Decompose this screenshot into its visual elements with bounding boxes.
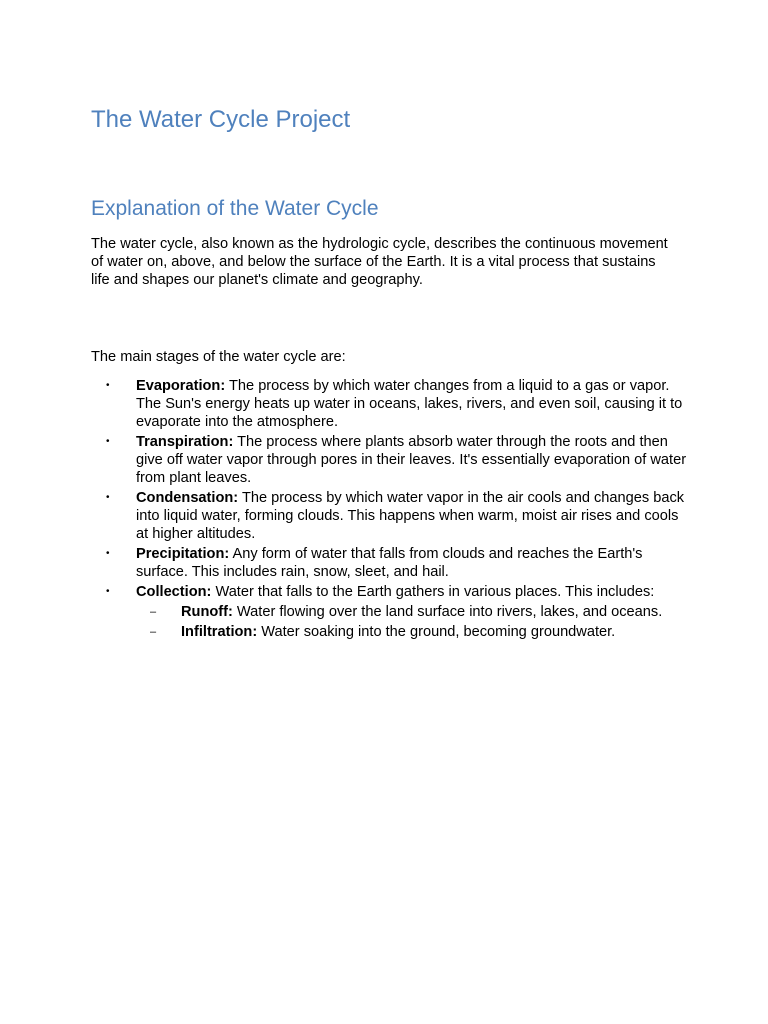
bullet-icon: • bbox=[106, 380, 110, 391]
stage-item-precipitation bbox=[91, 545, 691, 581]
stage-description: Any form of water that falls from clouds and reaches the Earth's surface. This includes rain, snow, sleet, and hail. bbox=[136, 546, 643, 580]
subitem-term: Infiltration: bbox=[181, 624, 258, 640]
stage-term: Transpiration: bbox=[136, 434, 234, 450]
bullet-icon: • bbox=[106, 586, 110, 597]
stages-lead-text: The main stages of the water cycle are: bbox=[91, 349, 346, 365]
subitem-runoff bbox=[136, 603, 691, 621]
stage-description: Water that falls to the Earth gathers in various places. This includes: bbox=[211, 584, 655, 600]
document-title: The Water Cycle Project bbox=[91, 106, 351, 133]
stage-term: Collection: bbox=[136, 584, 212, 600]
subitem-description: Water soaking into the ground, becoming groundwater. bbox=[257, 624, 616, 640]
stage-item-evaporation bbox=[91, 377, 691, 431]
stage-description: The process by which water changes from a liquid to a gas or vapor. The Sun's energy heats up water in oceans, lakes, rivers, and even soil, causing it to evaporate into the atmosphere. bbox=[136, 378, 683, 430]
stages-list bbox=[91, 377, 691, 643]
stage-item-transpiration bbox=[91, 433, 691, 487]
dash-icon: – bbox=[150, 606, 157, 618]
subitem-infiltration bbox=[136, 623, 691, 641]
stage-item-collection bbox=[91, 583, 691, 641]
stage-term: Precipitation: bbox=[136, 546, 230, 562]
bullet-icon: • bbox=[106, 492, 110, 503]
stage-term: Condensation: bbox=[136, 490, 239, 506]
intro-paragraph: The water cycle, also known as the hydrologic cycle, describes the continuous movement of water on, above, and below the surface of the Earth. It is a vital process that sustains life and shapes our planet's climate and geography. bbox=[91, 236, 668, 288]
stage-item-condensation bbox=[91, 489, 691, 543]
section-heading: Explanation of the Water Cycle bbox=[91, 197, 379, 220]
collection-sublist bbox=[136, 603, 691, 641]
subitem-term: Runoff: bbox=[181, 604, 233, 620]
stage-description: The process where plants absorb water through the roots and then give off water vapor through pores in their leaves. It's essentially evaporation of water from plant leaves. bbox=[136, 434, 687, 486]
subitem-description: Water flowing over the land surface into rivers, lakes, and oceans. bbox=[232, 604, 663, 620]
stage-term: Evaporation: bbox=[136, 378, 226, 394]
bullet-icon: • bbox=[106, 436, 110, 447]
stage-description: The process by which water vapor in the air cools and changes back into liquid water, forming clouds. This happens when warm, moist air rises and cools at higher altitudes. bbox=[136, 490, 685, 542]
dash-icon: – bbox=[150, 626, 157, 638]
bullet-icon: • bbox=[106, 548, 110, 559]
